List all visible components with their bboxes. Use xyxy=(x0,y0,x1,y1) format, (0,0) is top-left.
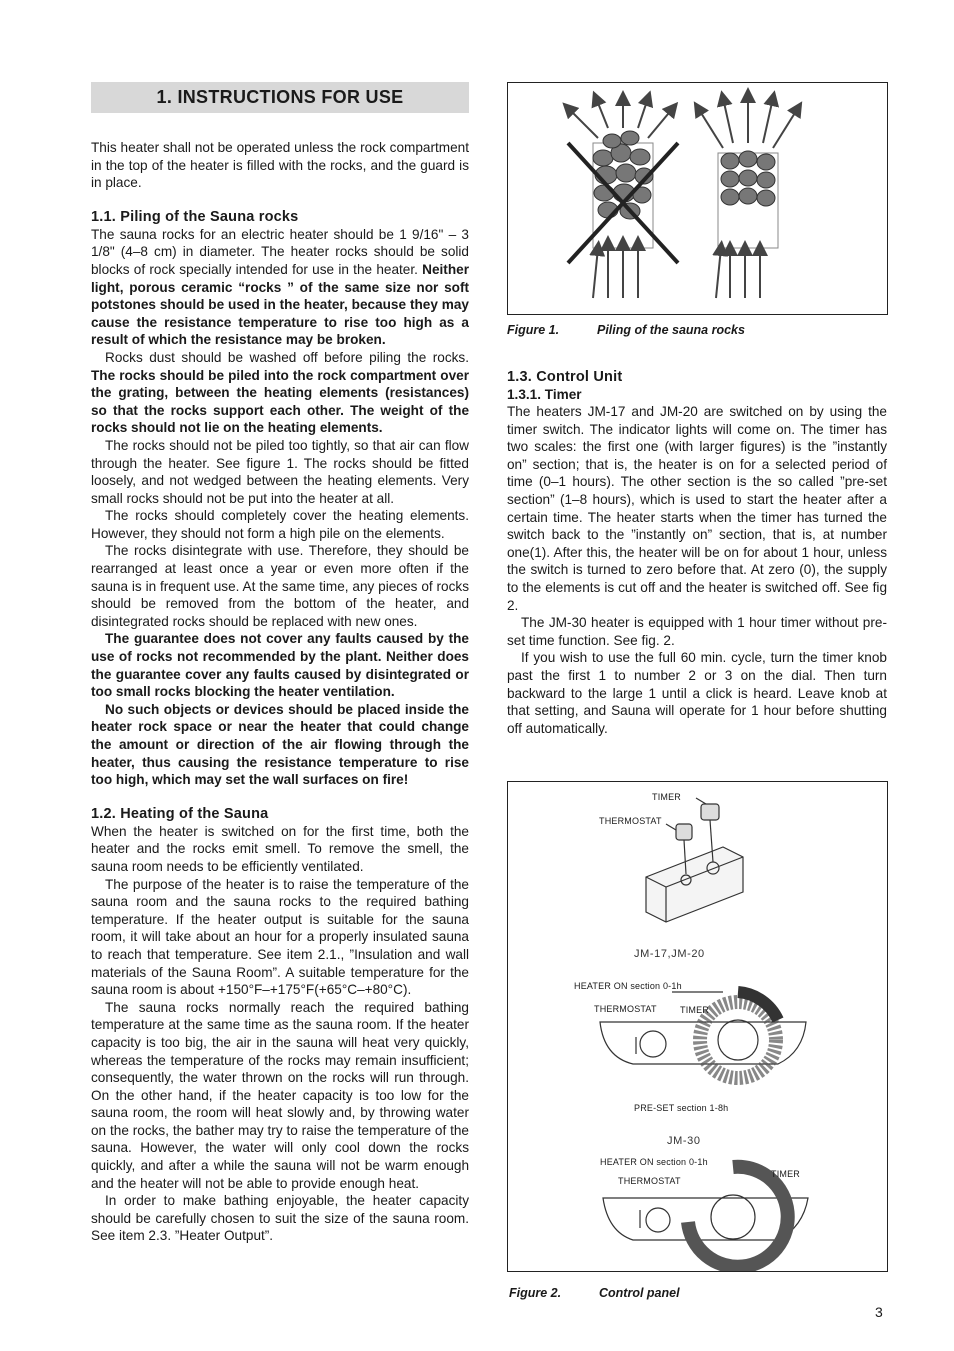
s12-p2: The purpose of the heater is to raise the temperature of the sauna room and the sauna rocks to the required bathing temperature. If the heater output is suitable for the sauna room, it will take about an hour for a properly insulated sauna to reach that temperature. See item 2.1., ”Insulation and wall materials of the Sauna Room”. A suitable temperature for the sauna room is about +150°F–+175°F(+65°C–+80°C). xyxy=(91,876,469,998)
timer-label-bottom: TIMER xyxy=(771,1169,800,1179)
s11-p4: The rocks should completely cover the heating elements. However, they should not form a high pile on the elements. xyxy=(91,508,469,541)
figure-1-caption: Figure 1. Piling of the sauna rocks xyxy=(507,323,745,337)
s11-p6: The guarantee does not cover any faults caused by the use of rocks not recommended by the plant. Neither does the guarantee cover any faults caused by disintegrated or too small rocks blocking the heater ventilation. xyxy=(91,631,469,700)
heater-on-label-2: HEATER ON section 0-1h xyxy=(600,1157,708,1167)
figure-2-control-panel xyxy=(507,781,888,1272)
left-column xyxy=(91,82,469,1245)
s12-p4: In order to make bathing enjoyable, the heater capacity should be carefully chosen to suit the size of the sauna room. See item 2.3. ”Heater Output”. xyxy=(91,1193,469,1244)
page-number: 3 xyxy=(875,1304,883,1320)
s11-p1: The sauna rocks for an electric heater should be 1 9/16" – 3 1/8" (4–8 cm) in diameter. The heater rocks should be solid blocks of rock specially intended for use in the heater. Neither light, porous ceramic “rocks ” of the same size nor soft potstones should be used in the heater, because they may cause the resistance temperature to rise too high as a result of which the resistance may be broken. xyxy=(91,226,469,348)
correct-piling-heater xyxy=(698,95,798,298)
section-1-3-1-title: 1.3.1. Timer xyxy=(507,387,582,402)
model-label-jm17: JM-17,JM-20 xyxy=(634,948,705,960)
thermostat-label-top: THERMOSTAT xyxy=(599,816,662,826)
s12-p3: The sauna rocks normally reach the required bathing temperature at the same time as the sauna room. If the heater capacity is too big, the air in the sauna will heat very quickly, whereas the temperature of the rocks may remain insufficient; consequently, the water thrown on the rocks will run through. On the other hand, if the heater capacity is too low for the sauna room, the room will heat slowly and, by throwing water on the rocks, the bather may try to raise the temperature of the sauna. However, the water will only cool down the rocks quickly, and after a while the sauna will not be warm enough and the heater will not be able to provide enough heat. xyxy=(91,999,469,1191)
s11-p2: Rocks dust should be washed off before piling the rocks. The rocks should be piled into the rock compartment over the grating, between the heating elements (resistances) so that the rocks support each other. The weight of the rocks should not lie on the heating elements. xyxy=(91,349,469,436)
s11-p7: No such objects or devices should be placed inside the heater rock space or near the heater that could change the amount or direction of the air flowing through the heater, thus causing the resistance temperature to rise too high, which may set the wall surfaces on fire! xyxy=(91,701,469,788)
preset-label: PRE-SET section 1-8h xyxy=(634,1103,729,1113)
section-1-3-title: 1.3. Control Unit xyxy=(507,369,623,385)
page-title: 1. INSTRUCTIONS FOR USE xyxy=(91,82,469,113)
control-panel-illustration xyxy=(508,782,887,1271)
model-label-jm30: JM-30 xyxy=(667,1135,701,1147)
rock-piling-illustration xyxy=(508,83,887,314)
thermostat-label-mid: THERMOSTAT xyxy=(594,1004,657,1014)
s11-p3: The rocks should not be piled too tightly, so that air can flow through the heater. See figure 1. The rocks should be fitted loosely, and not wedged between the heating elements. Very small rocks should not be put into the heater at all. xyxy=(91,437,469,506)
s13-p2: The JM-30 heater is equipped with 1 hour timer without pre-set time function. See fig. 2. xyxy=(507,615,887,648)
s13-p1: The heaters JM-17 and JM-20 are switched on by using the timer switch. The indicator lights will come on. The timer has two scales: the first one (with larger figures) is the ”instantly on” section; that is, the heater is on for a selected period of time (0–1 hours). The other section is the so called ”pre-set section” (1–8 hours), which is used to start the heater after a certain time. The heater starts when the timer has turned the switch back to the ”instantly on” section, that is, at number one(1). After this, the heater will be on for about 1 hour, unless the switch is turned to zero before that. At zero (0), the supply to the elements is cut off and the heater is switched off. See fig 2. xyxy=(507,404,887,613)
intro-paragraph: This heater shall not be operated unless the rock compartment in the top of the heater is filled with the rocks, and the guard is in place. xyxy=(91,140,469,191)
section-1-2-title: 1.2. Heating of the Sauna xyxy=(91,805,269,822)
thermostat-label-bottom: THERMOSTAT xyxy=(618,1176,681,1186)
timer-label-mid: TIMER xyxy=(680,1005,709,1015)
right-column xyxy=(507,368,887,737)
timer-label-top: TIMER xyxy=(652,792,681,802)
s12-p1: When the heater is switched on for the first time, both the heater and the rocks emit smell. To remove the smell, the sauna room needs to be efficiently ventilated. xyxy=(91,823,469,874)
figure-2-caption: Figure 2. Control panel xyxy=(509,1286,680,1300)
heater-on-label-1: HEATER ON section 0-1h xyxy=(574,981,682,991)
wrong-piling-heater xyxy=(568,98,678,298)
figure-1-rock-piling xyxy=(507,82,888,315)
s11-p5: The rocks disintegrate with use. Therefore, they should be rearranged at least once a year or even more often if the sauna is in frequent use. At the same time, any pieces of rocks should be removed from the bottom of the heater, and disintegrated rocks should be replaced with new ones. xyxy=(91,543,469,629)
s13-p3: If you wish to use the full 60 min. cycle, turn the timer knob past the first 1 to number 2 or 3 on the dial. Then turn backward to the large 1 until a click is heard. Leave knob at that setting, and Sauna will operate for 1 hour before shutting off automatically. xyxy=(507,650,887,736)
section-1-1-title: 1.1. Piling of the Sauna rocks xyxy=(91,208,299,225)
